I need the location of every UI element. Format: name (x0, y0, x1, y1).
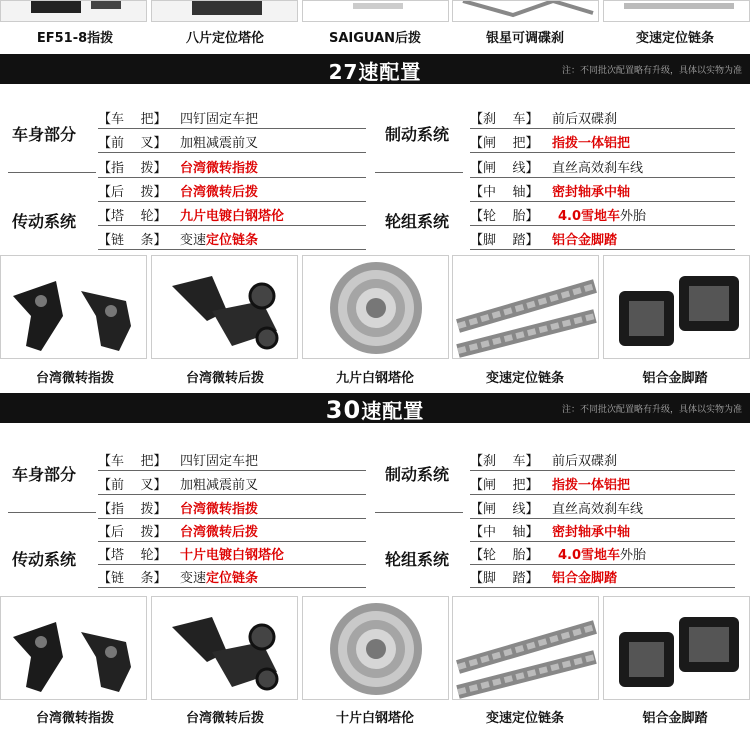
spec-value: 台湾微转指拨 (180, 160, 259, 176)
spec-row (470, 203, 735, 226)
top-caption-row (0, 27, 750, 46)
spec-value-plain: 外胎 (620, 547, 647, 563)
spec-row (98, 203, 366, 226)
shifter-photo (0, 596, 147, 700)
spec-value: 指拨一体铝把 (552, 477, 631, 493)
spec-value: 前后双碟刹 (552, 111, 618, 127)
group-label-brake: 制动系统 (385, 465, 450, 484)
section-title-number: 30 (325, 396, 362, 424)
ef51-shifter-photo (0, 0, 147, 22)
spec-value-red: 定位链条 (206, 232, 259, 248)
divider (375, 172, 463, 173)
cassette-photo (302, 255, 449, 359)
product-caption: 台湾微转指拨 (35, 371, 114, 386)
spec-row (98, 227, 366, 250)
divider (375, 512, 463, 513)
spec-value: 台湾微转后拨 (180, 524, 259, 540)
section-note: 注：不同批次配置略有升级，具体以实物为准 (561, 66, 742, 76)
chain-photo (603, 0, 750, 22)
spec-value: 铝合金脚踏 (552, 570, 618, 586)
top-thumbnail-row (0, 0, 750, 22)
section-note: 注：不同批次配置略有升级，具体以实物为准 (561, 405, 742, 415)
spec-key: 【中 轴】 (470, 184, 539, 200)
cassette-8-photo (151, 0, 298, 22)
spec-row (98, 130, 366, 153)
spec-key: 【前 叉】 (98, 477, 167, 493)
spec-value-plain: 变速 (180, 570, 207, 586)
spec-value-plain: 变速 (180, 232, 207, 248)
product-caption: 十片白钢塔伦 (335, 711, 414, 726)
product-caption: SAIGUAN后拨 (328, 31, 422, 46)
product-caption: EF51-8指拨 (36, 31, 114, 46)
chain-photo (452, 255, 599, 359)
group-label-wheel: 轮组系统 (385, 212, 450, 231)
group-label-drive: 传动系统 (12, 212, 77, 231)
parts-thumbnail-row-27 (0, 255, 750, 359)
cassette-photo (302, 596, 449, 700)
spec-value-plain: 外胎 (620, 208, 647, 224)
spec-key: 【指 拨】 (98, 501, 167, 517)
spec-value: 台湾微转指拨 (180, 501, 259, 517)
group-label-body: 车身部分 (12, 125, 77, 144)
spec-row (470, 472, 735, 495)
spec-value-red: 4.0雪地车 (558, 547, 621, 563)
spec-key: 【轮 胎】 (470, 547, 539, 563)
saiguan-derailleur-photo (302, 0, 449, 22)
spec-key: 【塔 轮】 (98, 547, 167, 563)
spec-row (98, 179, 366, 202)
spec-key: 【刹 车】 (470, 453, 539, 469)
spec-value: 四钉固定车把 (180, 111, 259, 127)
spec-row (470, 448, 735, 471)
spec-key: 【前 叉】 (98, 135, 167, 151)
spec-table-30 (0, 448, 750, 598)
spec-key: 【链 条】 (98, 570, 167, 586)
parts-caption-row-30 (0, 707, 750, 726)
spec-key: 【脚 踏】 (470, 570, 539, 586)
spec-value: 台湾微转后拨 (180, 184, 259, 200)
product-caption: 台湾微转后拨 (185, 371, 264, 386)
spec-value-red: 定位链条 (206, 570, 259, 586)
spec-key: 【塔 轮】 (98, 208, 167, 224)
divider (8, 512, 96, 513)
spec-row (470, 227, 735, 250)
product-caption: 变速定位链条 (635, 31, 714, 46)
pedal-photo (603, 255, 750, 359)
spec-key: 【闸 把】 (470, 135, 539, 151)
spec-value: 铝合金脚踏 (552, 232, 618, 248)
spec-value: 十片电镀白钢塔伦 (180, 547, 285, 563)
derailleur-photo (151, 596, 298, 700)
spec-key: 【刹 车】 (470, 111, 539, 127)
spec-value: 直丝高效刹车线 (552, 160, 644, 176)
spec-key: 【轮 胎】 (470, 208, 539, 224)
spec-value: 指拨一体铝把 (552, 135, 631, 151)
spec-value: 四钉固定车把 (180, 453, 259, 469)
spec-key: 【链 条】 (98, 232, 167, 248)
spec-key: 【后 拨】 (98, 524, 167, 540)
product-caption: 铝合金脚踏 (642, 371, 708, 386)
spec-value: 直丝高效刹车线 (552, 501, 644, 517)
divider (8, 172, 96, 173)
spec-key: 【闸 线】 (470, 160, 539, 176)
spec-row (98, 565, 366, 588)
spec-value: 前后双碟刹 (552, 453, 618, 469)
product-caption: 铝合金脚踏 (642, 711, 708, 726)
section-title: 27速配置 (328, 60, 422, 84)
spec-row (98, 496, 366, 519)
section-title-text: 速配置 (361, 399, 425, 423)
spec-value-red: 4.0雪地车 (558, 208, 621, 224)
spec-value: 密封轴承中轴 (552, 184, 631, 200)
section-banner-27 (0, 54, 750, 84)
spec-row (470, 496, 735, 519)
spec-row (98, 106, 366, 129)
disc-brake-photo (452, 0, 599, 22)
parts-caption-row-27 (0, 367, 750, 386)
spec-key: 【闸 把】 (470, 477, 539, 493)
group-label-wheel: 轮组系统 (385, 550, 450, 569)
spec-row (470, 106, 735, 129)
product-caption: 变速定位链条 (485, 711, 564, 726)
spec-key: 【车 把】 (98, 453, 167, 469)
product-caption: 九片白钢塔伦 (335, 371, 414, 386)
derailleur-photo (151, 255, 298, 359)
spec-table-27 (0, 106, 750, 256)
spec-key: 【指 拨】 (98, 160, 167, 176)
spec-value: 加粗减震前叉 (180, 477, 259, 493)
spec-value: 九片电镀白钢塔伦 (180, 208, 285, 224)
group-label-body: 车身部分 (12, 465, 77, 484)
spec-key: 【中 轴】 (470, 524, 539, 540)
spec-row (470, 179, 735, 202)
section-banner-30 (0, 393, 750, 423)
spec-key: 【脚 踏】 (470, 232, 539, 248)
spec-row (470, 130, 735, 153)
spec-row (98, 472, 366, 495)
product-caption: 台湾微转后拨 (185, 711, 264, 726)
spec-key: 【车 把】 (98, 111, 167, 127)
spec-value: 密封轴承中轴 (552, 524, 631, 540)
spec-row (470, 155, 735, 178)
spec-key: 【后 拨】 (98, 184, 167, 200)
pedal-photo (603, 596, 750, 700)
spec-row (98, 542, 366, 565)
product-caption: 银星可调碟刹 (485, 31, 564, 46)
spec-row (470, 519, 735, 542)
group-label-brake: 制动系统 (385, 125, 450, 144)
spec-row (470, 542, 735, 565)
spec-row (470, 565, 735, 588)
spec-row (98, 155, 366, 178)
group-label-drive: 传动系统 (12, 550, 77, 569)
spec-row (98, 448, 366, 471)
spec-key: 【闸 线】 (470, 501, 539, 517)
spec-row (98, 519, 366, 542)
chain-photo (452, 596, 599, 700)
spec-value: 加粗减震前叉 (180, 135, 259, 151)
product-caption: 变速定位链条 (485, 371, 564, 386)
shifter-photo (0, 255, 147, 359)
product-caption: 台湾微转指拨 (35, 711, 114, 726)
parts-thumbnail-row-30 (0, 596, 750, 700)
product-caption: 八片定位塔伦 (185, 31, 264, 46)
